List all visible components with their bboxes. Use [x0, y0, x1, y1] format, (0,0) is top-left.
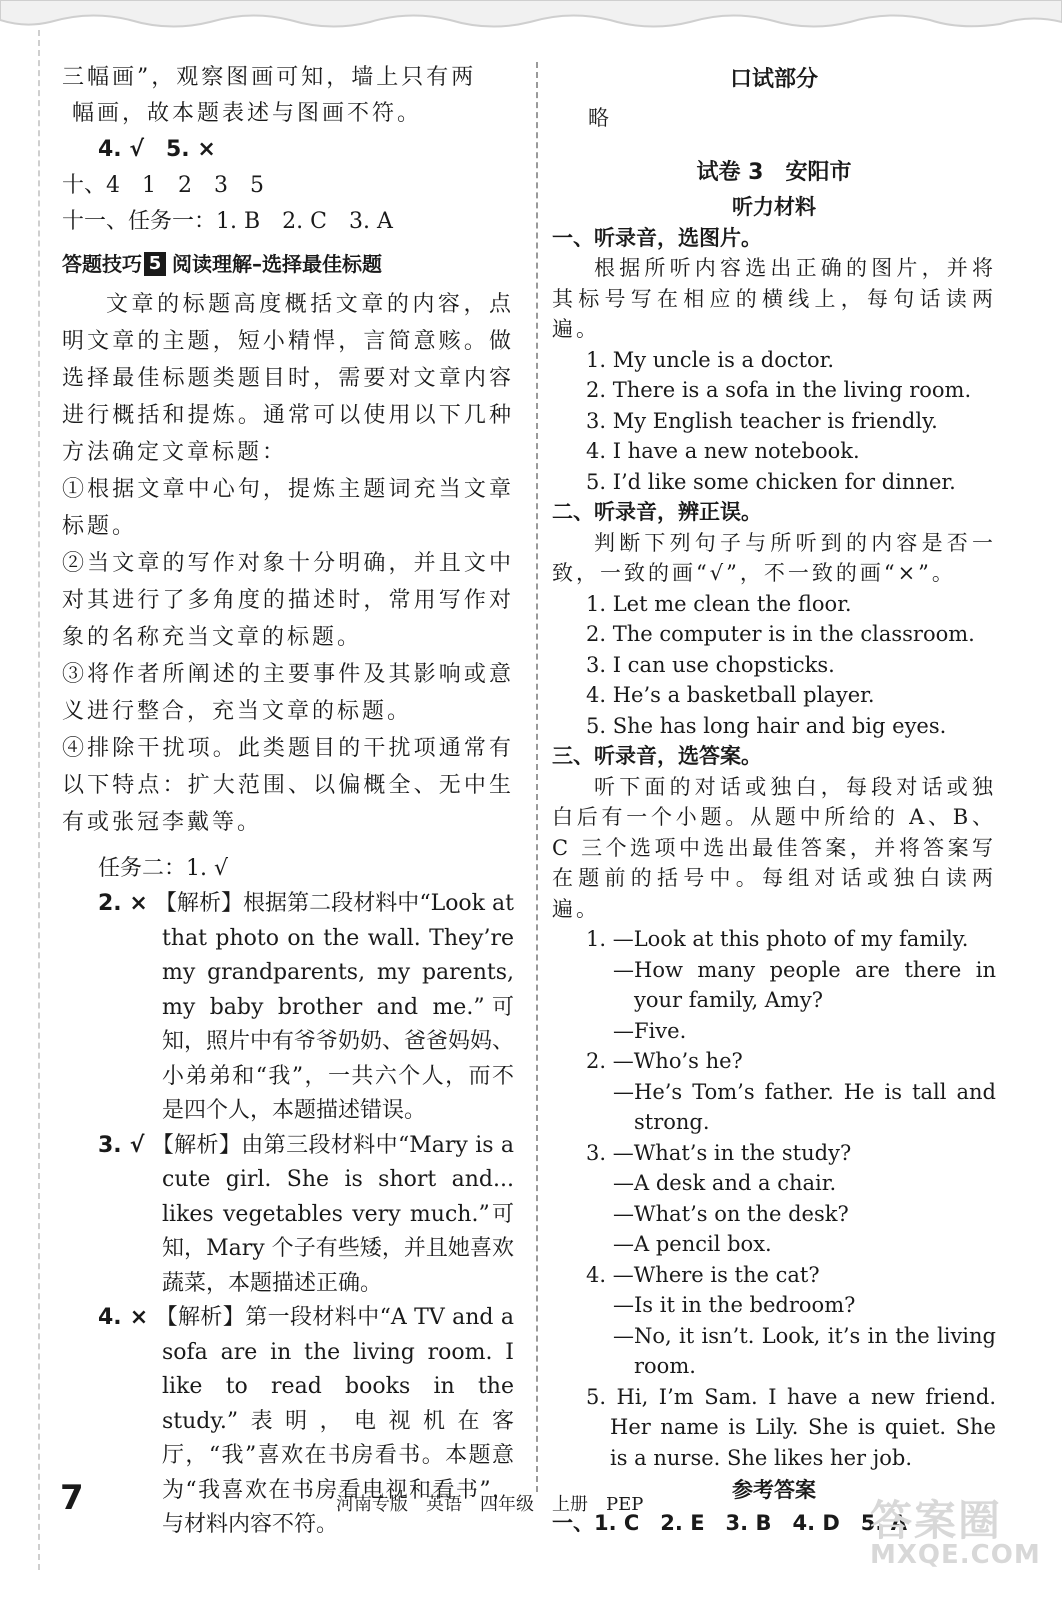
section-2-title: 二、听录音，辨正误。	[552, 500, 762, 524]
section-3-title: 三、听录音，选答案。	[552, 744, 762, 768]
tip-method-4: ④排除干扰项。此类题目的干扰项通常有以下特点：扩大范围、以偏概全、无中生有或张冠李戴等。	[62, 736, 514, 835]
watermark-text: 答案圈	[870, 1496, 1003, 1545]
line-2: 幅画，故本题表述与图画不符。	[72, 101, 423, 126]
dialogue-line: —No, it isn’t. Look, it’s in the living room.	[613, 1323, 996, 1378]
dialogue-line: —He’s Tom’s father. He is tall and strong.	[613, 1079, 996, 1134]
listening-title: 听力材料	[732, 195, 816, 219]
watermark-url: MXQE.COM	[870, 1540, 1041, 1570]
answer-3	[98, 1129, 514, 1302]
section-1-item: 1. My uncle is a doctor.	[586, 347, 835, 372]
answers-4-5: 4. √ 5. ×	[98, 137, 216, 162]
tip-title: 阅读理解–选择最佳标题	[172, 252, 382, 276]
answers-section-11: 十一、任务一：1. B 2. C 3. A	[62, 209, 393, 234]
answer-2-mark: 2. ×	[98, 891, 148, 916]
section-3-instructions: 听下面的对话或独白，每段对话或独白后有一个小题。从题中所给的 A、B、C 三个选项中选出最佳答案，并将答案写在题前的括号中。每组对话或独白读两遍。	[552, 774, 996, 921]
torn-paper-edge	[0, 0, 1062, 40]
tip-label: 答题技巧	[62, 252, 142, 276]
dialogue-line: —What’s on the desk?	[613, 1201, 849, 1226]
monologue: 5. Hi, I’m Sam. I have a new friend. Her name is Lily. She is quiet. She is a nurse. She likes her job.	[586, 1384, 996, 1470]
oral-section-body: 略	[588, 106, 609, 130]
dialogue-line: —How many people are there in your family, Amy?	[613, 957, 996, 1012]
answer-2	[98, 887, 514, 1129]
answer-3-explanation: 【解析】由第三段材料中“Mary is a cute girl. She is short and... likes vegetables very much.”可知，Mary 个子有些矮，并且她喜欢蔬菜，本题描述正确。	[151, 1132, 515, 1296]
column-divider	[536, 62, 538, 1492]
section-1-item: 4. I have a new notebook.	[586, 439, 860, 463]
dialogue-line: 1. —Look at this photo of my family.	[586, 927, 969, 951]
section-2-item: 5. She has long hair and big eyes.	[586, 713, 947, 738]
right-column	[552, 60, 996, 1538]
section-1-instructions: 根据所听内容选出正确的图片，并将其标号写在相应的横线上，每句话读两遍。	[552, 256, 996, 341]
answer-3-mark: 3. √	[98, 1132, 145, 1158]
tip-method-3: ③将作者所阐述的主要事件及其影响或意义进行整合，充当文章的标题。	[62, 662, 514, 724]
section-2-instructions: 判断下列句子与所听到的内容是否一致，一致的画“√”，不一致的画“×”。	[552, 530, 996, 585]
dialogue-line: 4. —Where is the cat?	[586, 1262, 820, 1287]
tip-number-badge: 5	[144, 252, 166, 276]
section-1-title: 一、听录音，选图片。	[552, 225, 762, 250]
dialogue-line: —A pencil box.	[613, 1232, 772, 1256]
dialogue-line: —Five.	[613, 1018, 687, 1043]
task-2-answer: 任务二：1. √	[98, 856, 229, 881]
tip-method-2: ②当文章的写作对象十分明确，并且文中对其进行了多角度的描述时，常用写作对象的名称充当文章的标题。	[62, 551, 514, 650]
section-2-item: 4. He’s a basketball player.	[586, 683, 875, 707]
answer-4-mark: 4. ×	[98, 1305, 149, 1330]
answers-section-10: 十、4 1 2 3 5	[62, 173, 264, 198]
left-column	[62, 60, 514, 1543]
dialogue-line: —Is it in the bedroom?	[613, 1293, 856, 1317]
section-1-item: 5. I’d like some chicken for dinner.	[586, 469, 956, 494]
answer-2-explanation: 【解析】根据第二段材料中“Look at that photo on the wall. They’re my grandparents, my parents, my baby brother and me.”可知，照片中有爷爷奶奶、爸爸妈妈、小弟弟和“我”，一共六个人，而不是四个人，本题描述错误。	[154, 891, 515, 1123]
footer-edition: 河南专版 英语 四年级 上册 PEP	[336, 1494, 644, 1515]
margin-line	[38, 30, 40, 1570]
reference-answers-title: 参考答案	[732, 1478, 816, 1502]
section-1-item: 2. There is a sofa in the living room.	[586, 378, 972, 402]
reference-answers: 一、1. C 2. E 3. B 4. D 5. A	[552, 1510, 907, 1535]
answer-4-explanation: 【解析】第一段材料中“A TV and a sofa are in the living room. I like to read books in the study.”表明，电视机在客厅，“我”喜欢在书房看书。本题意为“我喜欢在书房看电视和看书”，与材料内容不符。	[155, 1305, 514, 1537]
line-1: 三幅画”，观察图画可知，墙上只有两	[62, 65, 477, 90]
page-number: 7	[60, 1478, 84, 1518]
oral-section-title: 口试部分	[729, 67, 818, 92]
section-2-item: 1. Let me clean the floor.	[586, 591, 852, 616]
paper-title: 试卷 3 安阳市	[696, 160, 852, 185]
dialogue-line: 3. —What’s in the study?	[586, 1140, 852, 1165]
section-1-item: 3. My English teacher is friendly.	[586, 408, 938, 433]
dialogue-line: 2. —Who’s he?	[586, 1049, 743, 1073]
dialogue-line: —A desk and a chair.	[613, 1171, 837, 1195]
section-2-item: 2. The computer is in the classroom.	[586, 622, 975, 646]
tip-header	[62, 246, 514, 282]
tip-method-1: ①根据文章中心句，提炼主题词充当文章标题。	[62, 477, 514, 539]
tip-paragraph: 文章的标题高度概括文章的内容，点明文章的主题，短小精悍，言简意赅。做选择最佳标题类题目时，需要对文章内容进行概括和提炼。通常可以使用以下几种方法确定文章标题：	[62, 292, 514, 465]
section-2-item: 3. I can use chopsticks.	[586, 652, 835, 677]
watermark-logo	[870, 1488, 1050, 1588]
